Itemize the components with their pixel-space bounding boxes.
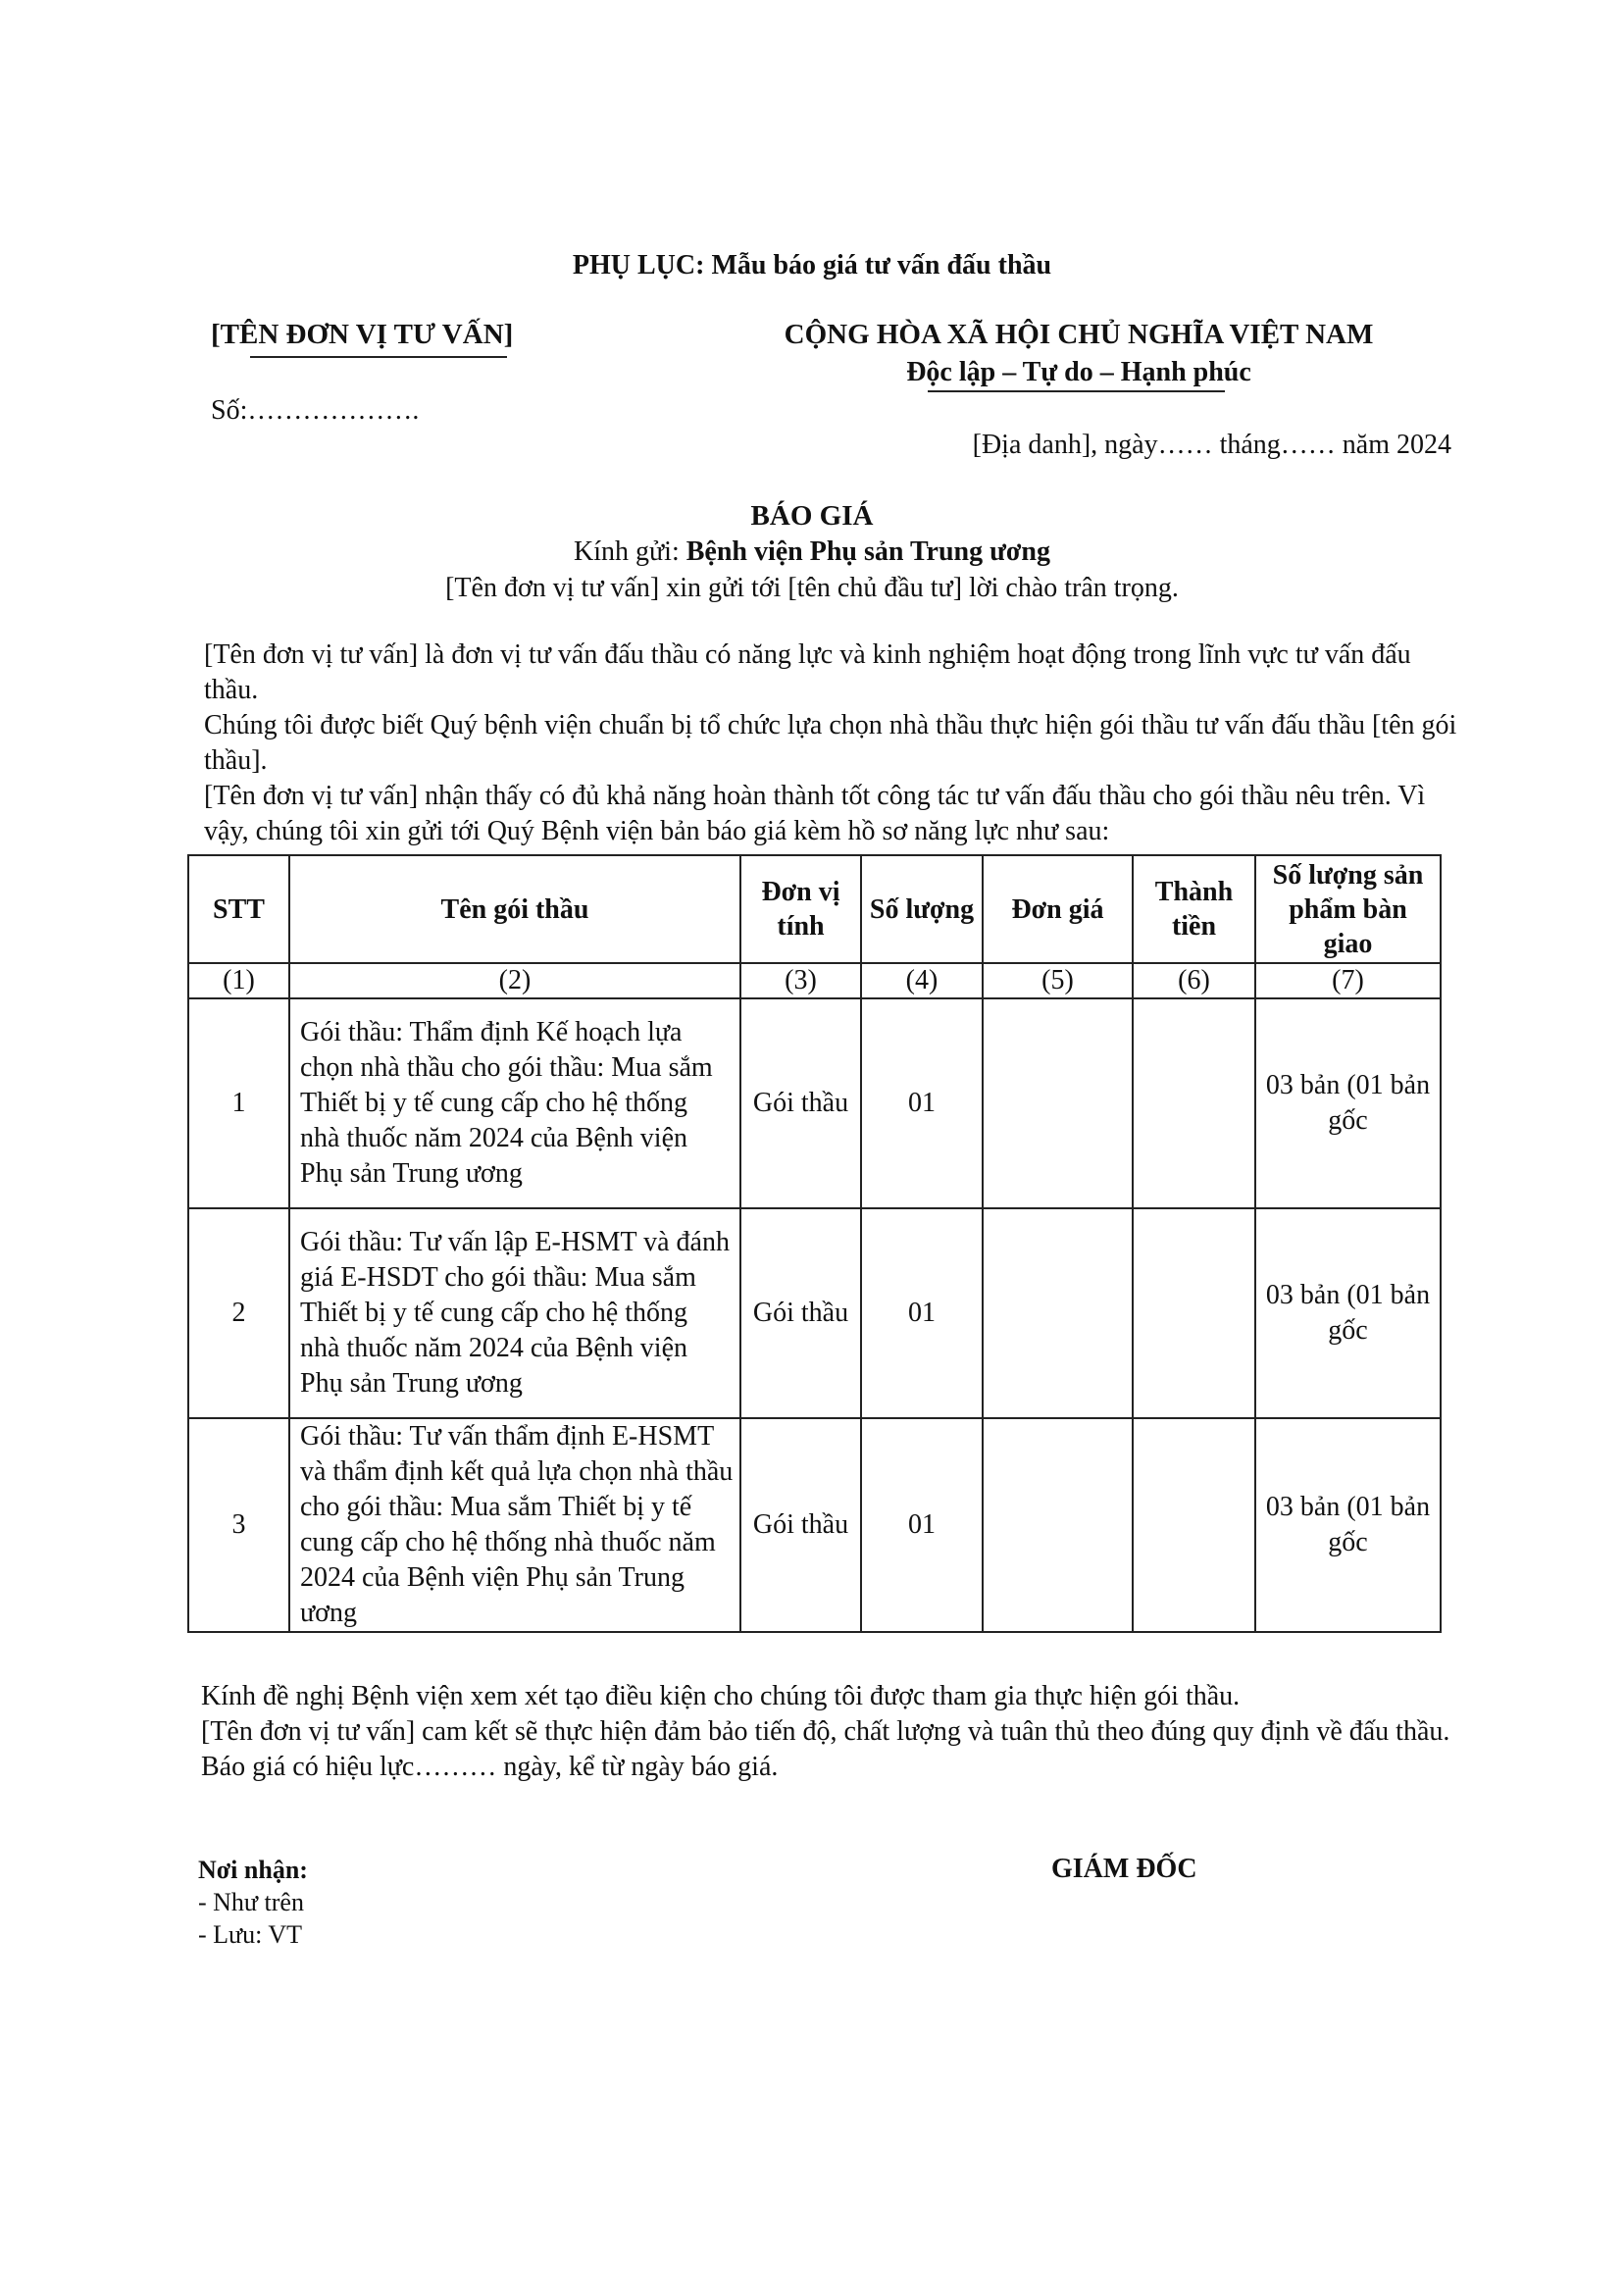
appendix-text: Mẫu báo giá tư vấn đấu thầu [711,250,1052,280]
row-stt: 2 [188,1208,289,1418]
quotation-table [187,854,1442,1633]
motto-underline [928,390,1225,392]
appendix-title [0,250,1624,281]
closing-paragraphs [201,1679,1456,1785]
appendix-label: PHỤ LỤC: [572,250,705,280]
row-deliverables: 03 bản (01 bản gốc [1255,1208,1441,1418]
header-cell: STT [188,855,289,963]
row-package-name: Gói thầu: Tư vấn lập E-HSMT và đánh giá E-HSDT cho gói thầu: Mua sắm Thiết bị y tế cung cấp cho hệ thống nhà thuốc năm 2024 của Bệnh viện Phụ sản Trung ương [289,1208,740,1418]
closing-paragraph: Kính đề nghị Bệnh viện xem xét tạo điều kiện cho chúng tôi được tham gia thực hiện gói thầu. [201,1681,1241,1711]
recipients-block [198,1854,308,1951]
intro-paragraphs [204,637,1459,849]
document-number: Số:………………. [211,395,420,426]
table-row [188,1208,1441,1418]
row-package-name: Gói thầu: Thẩm định Kế hoạch lựa chọn nhà thầu cho gói thầu: Mua sắm Thiết bị y tế cung cấp cho hệ thống nhà thuốc năm 2024 của Bệnh viện Phụ sản Trung ương [289,998,740,1208]
consultant-name: [TÊN ĐƠN VỊ TƯ VẤN] [211,319,514,350]
closing-paragraph: [Tên đơn vị tư vấn] cam kết sẽ thực hiện đảm bảo tiến độ, chất lượng và tuân thủ theo đúng quy định về đấu thầu. [201,1716,1450,1747]
row-unit-price [983,1208,1133,1418]
national-motto: Độc lập – Tự do – Hạnh phúc [906,357,1251,387]
row-unit-price [983,998,1133,1208]
recipient-line [0,536,1624,568]
header-cell: Tên gói thầu [289,855,740,963]
country-name: CỘNG HÒA XÃ HỘI CHỦ NGHĨA VIỆT NAM [784,319,1374,350]
greeting-line: [Tên đơn vị tư vấn] xin gửi tới [tên chủ đầu tư] lời chào trân trọng. [445,573,1179,603]
row-deliverables: 03 bản (01 bản gốc [1255,998,1441,1208]
row-total [1133,998,1255,1208]
row-unit: Gói thầu [740,1418,861,1632]
column-number: (7) [1255,963,1441,998]
row-quantity: 01 [861,998,983,1208]
table-header-row [188,855,1441,963]
row-stt: 3 [188,1418,289,1632]
header-cell: Đơn vị tính [740,855,861,963]
recipient-name: Bệnh viện Phụ sản Trung ương [685,536,1051,567]
row-total [1133,1418,1255,1632]
column-number: (2) [289,963,740,998]
recipient-label: Kính gửi: [573,536,680,567]
org-underline [250,356,507,358]
intro-paragraph: [Tên đơn vị tư vấn] nhận thấy có đủ khả năng hoàn thành tốt công tác tư vấn đấu thầu cho gói thầu nêu trên. Vì vậy, chúng tôi xin gửi tới Quý Bệnh viện bản báo giá kèm hồ sơ năng lực như sau: [204,781,1426,846]
intro-paragraph: [Tên đơn vị tư vấn] là đơn vị tư vấn đấu thầu có năng lực và kinh nghiệm hoạt động trong lĩnh vực tư vấn đấu thầu. [204,639,1411,705]
column-number: (4) [861,963,983,998]
recipients-label: Nơi nhận: [198,1856,308,1884]
table-row [188,998,1441,1208]
table-row [188,1418,1441,1632]
column-number: (5) [983,963,1133,998]
row-unit: Gói thầu [740,998,861,1208]
document-title: BÁO GIÁ [750,500,874,532]
row-unit: Gói thầu [740,1208,861,1418]
recipient-item: - Lưu: VT [198,1920,303,1949]
row-stt: 1 [188,998,289,1208]
recipient-item: - Như trên [198,1888,304,1916]
row-total [1133,1208,1255,1418]
closing-paragraph: Báo giá có hiệu lực……… ngày, kể từ ngày báo giá. [201,1752,779,1782]
place-date-line: [Địa danh], ngày…… tháng…… năm 2024 [972,430,1451,460]
header-cell: Thành tiền [1133,855,1255,963]
row-package-name: Gói thầu: Tư vấn thẩm định E-HSMT và thẩm định kết quả lựa chọn nhà thầu cho gói thầu: Mua sắm Thiết bị y tế cung cấp cho hệ thống nhà thuốc năm 2024 của Bệnh viện Phụ sản Trung ương [289,1418,740,1632]
intro-paragraph: Chúng tôi được biết Quý bệnh viện chuẩn bị tổ chức lựa chọn nhà thầu thực hiện gói thầu tư vấn đấu thầu [tên gói thầu]. [204,710,1457,776]
header-cell: Số lượng [861,855,983,963]
row-deliverables: 03 bản (01 bản gốc [1255,1418,1441,1632]
header-cell: Đơn giá [983,855,1133,963]
signer-title: GIÁM ĐỐC [1051,1854,1197,1884]
header-cell: Số lượng sản phẩm bàn giao [1255,855,1441,963]
row-unit-price [983,1418,1133,1632]
column-number: (3) [740,963,861,998]
row-quantity: 01 [861,1208,983,1418]
column-number-row [188,963,1441,998]
column-number: (6) [1133,963,1255,998]
column-number: (1) [188,963,289,998]
row-quantity: 01 [861,1418,983,1632]
